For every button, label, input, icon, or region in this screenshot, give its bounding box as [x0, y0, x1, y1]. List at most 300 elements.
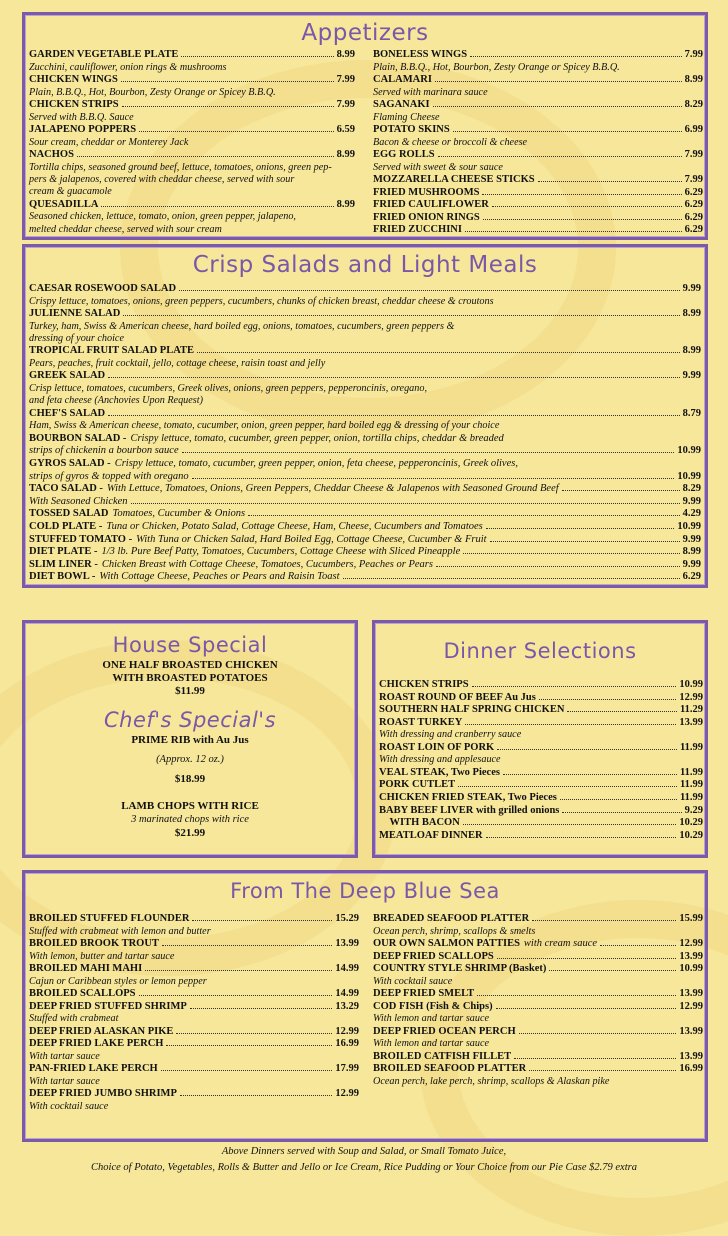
item-price: 17.99 [335, 1063, 359, 1075]
item-name: BROILED MAHI MAHI [29, 963, 143, 974]
item-price: 8.29 [684, 99, 703, 110]
menu-item-row [29, 433, 701, 446]
item-price: 16.99 [679, 1063, 703, 1075]
menu-item-row [29, 49, 355, 62]
item-price: 13.99 [679, 716, 703, 728]
item-price: 8.79 [682, 407, 701, 419]
dot-leader [486, 837, 677, 838]
dot-leader [477, 995, 676, 996]
menu-item-row [29, 508, 701, 521]
item-description: Crispy lettuce, tomatoes, onions, green peppers, cucumbers, chunks of chicken breast, cheddar cheese & croutons [29, 295, 494, 307]
item-name: OUR OWN SALMON PATTIES [373, 938, 520, 949]
item-description: Served with sweet & sour sauce [373, 161, 503, 173]
menu-item-row [379, 779, 703, 792]
menu-item-row [29, 1063, 359, 1076]
item-description: Bacon & cheese or broccoli & cheese [373, 136, 528, 148]
item-name: DEEP FRIED JUMBO SHRIMP [29, 1088, 177, 1100]
item-description: Served with B.B.Q. Sauce [29, 111, 134, 123]
house-special-price: $11.99 [175, 685, 205, 697]
dot-leader [197, 352, 680, 353]
item-price: 13.99 [335, 938, 359, 949]
item-description: Ham, Swiss & American cheese, tomato, cucumber, onion, green pepper, hard boiled egg & dressing of your choice [29, 420, 500, 432]
item-description: With dressing and cranberry sauce [379, 729, 522, 741]
item-name: TROPICAL FRUIT SALAD PLATE [29, 345, 195, 357]
item-description: Plain, B.B.Q., Hot, Bourbon, Zesty Orange or Spicey B.B.Q. [373, 61, 620, 73]
item-name: BONELESS WINGS [373, 49, 468, 60]
dinner-section [372, 620, 708, 858]
item-description: and feta cheese (Anchovies Upon Request) [29, 395, 203, 407]
menu-item-row [373, 149, 703, 162]
menu-item-row [29, 308, 701, 321]
item-description: Turkey, ham, Swiss & American cheese, hard boiled egg, onions, tomatoes, cucumbers, green peppers & [29, 320, 455, 332]
menu-item-row [29, 534, 701, 547]
item-price: 7.99 [684, 174, 703, 185]
item-description: Seasoned chicken, lettuce, tomato, onion, green pepper, jalapeno, [29, 211, 296, 223]
house-special-title: House Special [112, 633, 268, 657]
lamb-chops-note: 3 marinated chops with rice [131, 814, 249, 825]
salads-list [29, 283, 701, 584]
menu-item-row [373, 1026, 703, 1039]
dot-leader [482, 194, 681, 195]
item-price: 14.99 [335, 963, 359, 974]
item-price: 6.99 [684, 124, 703, 135]
item-price: 10.99 [677, 470, 701, 482]
item-name: BROILED STUFFED FLOUNDER [29, 913, 190, 924]
item-price: 10.29 [679, 829, 703, 841]
item-name: DEEP FRIED SMELT [373, 988, 475, 1000]
item-name: TACO SALAD - [29, 483, 103, 495]
item-price: 13.99 [679, 988, 703, 1000]
item-description: Plain, B.B.Q., Hot, Bourbon, Zesty Orange or Spicey B.B.Q. [29, 86, 276, 98]
dot-leader [463, 553, 679, 554]
item-price: 10.99 [679, 963, 703, 975]
dot-leader [486, 528, 675, 529]
item-price: 12.99 [335, 1025, 359, 1037]
appetizers-left-column [29, 49, 355, 236]
item-price: 9.29 [684, 804, 703, 816]
item-description: Sour cream, cheddar or Monterey Jack [29, 136, 189, 148]
menu-item-row [379, 679, 703, 692]
dot-leader [458, 786, 677, 787]
item-inline-desc: With Cottage Cheese, Peaches or Pears and Raisin Toast [99, 571, 340, 583]
item-name: DIET BOWL - [29, 571, 96, 583]
item-price: 10.29 [679, 817, 703, 829]
footer-line-2: Choice of Potato, Vegetables, Rolls & Butter and Jello or Ice Cream, Rice Pudding or Your Choice from our Pie Case $2.79 extra [91, 1162, 637, 1173]
dot-leader [532, 920, 676, 921]
dot-leader [562, 490, 680, 491]
item-price: 15.99 [679, 913, 703, 924]
item-name: COLD PLATE - [29, 520, 103, 532]
item-name: FRIED MUSHROOMS [373, 186, 480, 198]
item-price: 13.99 [679, 1050, 703, 1062]
item-price: 11.99 [679, 741, 703, 753]
item-price: 10.99 [679, 679, 703, 690]
item-name: STUFFED TOMATO - [29, 533, 133, 545]
menu-item-row [373, 951, 703, 964]
dot-leader [192, 920, 332, 921]
chefs-special-title: Chef's Special's [103, 708, 277, 732]
item-price: 10.99 [677, 520, 701, 532]
item-price: 8.99 [684, 74, 703, 85]
dot-leader [529, 1070, 676, 1071]
item-description: With cocktail sauce [29, 1100, 109, 1112]
menu-item-row [29, 99, 355, 112]
item-name: BOURBON SALAD - [29, 432, 127, 444]
appetizers-right-column [373, 49, 703, 237]
lamb-chops-name: LAMB CHOPS WITH RICE [121, 800, 259, 812]
item-description: With lemon and tartar sauce [373, 1038, 490, 1050]
dot-leader [470, 56, 682, 57]
item-description: pers & jalapenos, covered with cheddar cheese, served with sour [29, 174, 295, 185]
item-name: SLIM LINER - [29, 558, 98, 570]
item-price: 11.99 [679, 779, 703, 791]
dot-leader [248, 515, 680, 516]
item-name: BABY BEEF LIVER with grilled onions [379, 804, 560, 816]
house-special-line1: ONE HALF BROASTED CHICKEN [102, 659, 278, 671]
menu-item-row [373, 99, 703, 112]
item-price: 12.99 [679, 1000, 703, 1012]
item-description: Zucchini, cauliflower, onion rings & mushrooms [29, 61, 227, 73]
item-price: 6.59 [336, 124, 355, 135]
item-name: JULIENNE SALAD [29, 308, 121, 319]
seafood-title: From The Deep Blue Sea [230, 879, 500, 903]
item-name: DIET PLATE - [29, 546, 98, 558]
menu-item-row [29, 496, 701, 509]
menu-item-row [29, 345, 701, 358]
item-inline-desc: With Lettuce, Tomatoes, Onions, Green Peppers, Cheddar Cheese & Jalapenos with Seasoned Ground Beef [106, 483, 559, 495]
seafood-left-column [29, 913, 359, 1113]
item-price: 6.29 [684, 199, 703, 211]
item-price: 8.99 [682, 308, 701, 319]
menu-item-row [379, 742, 703, 755]
item-price: 9.99 [682, 370, 701, 382]
dot-leader [465, 724, 676, 725]
item-inline-desc: With Seasoned Chicken [29, 495, 128, 507]
salads-title: Crisp Salads and Light Meals [192, 252, 538, 278]
item-name: SAGANAKI [373, 99, 430, 110]
menu-item-row [379, 792, 703, 805]
item-description: Ocean perch, lake perch, shrimp, scallops & Alaskan pike [373, 1075, 610, 1087]
item-name: FRIED ONION RINGS [373, 211, 480, 223]
menu-item-row [373, 124, 703, 137]
item-price: 16.99 [335, 1038, 359, 1050]
item-name: NACHOS [29, 149, 74, 160]
menu-item-row [373, 49, 703, 62]
menu-item-row [29, 1001, 359, 1014]
item-description: melted cheddar cheese, served with sour cream [29, 223, 222, 235]
menu-item-row [29, 74, 355, 87]
item-description: With lemon, butter and tartar sauce [29, 950, 175, 962]
dot-leader [182, 452, 675, 453]
item-price: 11.99 [679, 791, 703, 803]
dot-leader [176, 1033, 332, 1034]
item-price: 4.29 [682, 508, 701, 520]
menu-item-row [373, 913, 703, 926]
menu-item-row [379, 817, 703, 830]
item-name: GYROS SALAD - [29, 458, 111, 469]
item-description: Ocean perch, shrimp, scallops & smelts [373, 925, 536, 937]
item-name: CALAMARI [373, 74, 432, 85]
dot-leader [560, 799, 677, 800]
dot-leader [192, 478, 675, 479]
item-name: VEAL STEAK, Two Pieces [379, 766, 500, 778]
item-name: ROAST TURKEY [379, 716, 463, 728]
dot-leader [435, 81, 682, 82]
menu-item-row [379, 830, 703, 843]
menu-item-row [29, 471, 701, 484]
item-price: 13.99 [679, 950, 703, 962]
item-name: BROILED CATFISH FILLET [373, 1050, 512, 1062]
item-name: MEATLOAF DINNER [379, 829, 483, 841]
item-description: With cocktail sauce [373, 975, 453, 987]
menu-item-row [379, 805, 703, 818]
menu-item-row [29, 283, 701, 296]
menu-item-row [379, 704, 703, 717]
item-name: DEEP FRIED SCALLOPS [373, 950, 494, 962]
item-name: FRIED CAULIFLOWER [373, 199, 489, 211]
dot-leader [453, 131, 682, 132]
item-price: 15.29 [335, 913, 359, 924]
menu-item-row [373, 1063, 703, 1076]
dot-leader [472, 686, 677, 687]
item-price: 9.99 [682, 283, 701, 294]
dot-leader [166, 1045, 332, 1046]
dot-leader [179, 290, 680, 291]
item-price: 7.99 [684, 49, 703, 60]
item-description: Pears, peaches, fruit cocktail, jello, cottage cheese, raisin toast and jelly [29, 358, 326, 369]
item-price: 7.99 [336, 99, 355, 110]
menu-item-row [29, 124, 355, 137]
item-name: CHICKEN WINGS [29, 74, 118, 85]
dot-leader [181, 56, 333, 57]
item-price: 12.99 [335, 1088, 359, 1100]
item-name: SOUTHERN HALF SPRING CHICKEN [379, 704, 565, 716]
item-name: DEEP FRIED OCEAN PERCH [373, 1025, 516, 1037]
item-price: 7.99 [684, 149, 703, 160]
menu-item-row [29, 963, 359, 976]
item-name: BREADED SEAFOOD PLATTER [373, 913, 530, 924]
item-name: DEEP FRIED ALASKAN PIKE [29, 1025, 174, 1037]
item-name: MOZZARELLA CHEESE STICKS [373, 174, 535, 185]
menu-item-row [379, 767, 703, 780]
dot-leader [162, 945, 332, 946]
item-price: 8.99 [336, 149, 355, 160]
menu-item-row [373, 1051, 703, 1064]
item-name: JALAPENO POPPERS [29, 124, 137, 135]
lamb-chops-price: $21.99 [174, 827, 206, 839]
item-price: 9.99 [682, 533, 701, 545]
menu-item-row [29, 199, 355, 212]
menu-item-row [373, 187, 703, 200]
menu-item-row [29, 938, 359, 951]
item-inline-desc: Crispy lettuce, tomato, cucumber, green pepper, onion, tortilla chips, cheddar & breaded [130, 432, 504, 444]
item-name: CAESAR ROSEWOOD SALAD [29, 283, 177, 294]
item-description: With tartar sauce [29, 1075, 100, 1087]
dot-leader [490, 541, 680, 542]
dot-leader [562, 812, 681, 813]
item-inline-desc: With Tuna or Chicken Salad, Hard Boiled Egg, Cottage Cheese, Cucumber & Fruit [136, 533, 487, 545]
item-name: CHEF'S SALAD [29, 407, 106, 419]
dot-leader [503, 774, 677, 775]
dot-leader [436, 566, 680, 567]
dot-leader [465, 231, 682, 232]
menu-item-row [29, 559, 701, 572]
dot-leader [600, 945, 676, 946]
dot-leader [549, 970, 676, 971]
menu-item-row [373, 212, 703, 225]
footer-line-1: Above Dinners served with Soup and Salad, or Small Tomato Juice, [221, 1146, 507, 1157]
dot-leader [497, 958, 677, 959]
item-name: CHICKEN STRIPS [29, 99, 119, 110]
item-name: BROILED BROOK TROUT [29, 938, 159, 949]
menu-item-row [29, 1038, 359, 1051]
item-price: 12.99 [679, 691, 703, 703]
item-inline-desc: strips of chickenin a bourbon sauce [29, 445, 179, 457]
dot-leader [463, 824, 677, 825]
item-description: cream & guacamole [29, 186, 112, 198]
item-name: WITH BACON [379, 817, 460, 829]
menu-item-row [379, 692, 703, 705]
menu-item-row [29, 458, 701, 471]
item-name: EGG ROLLS [373, 149, 435, 160]
menu-item-row [373, 199, 703, 212]
item-price: 9.99 [682, 495, 701, 507]
menu-item-row [29, 521, 701, 534]
dot-leader [343, 578, 680, 579]
item-description: Cajun or Caribbean styles or lemon pepper [29, 975, 207, 987]
item-price: 13.99 [679, 1025, 703, 1037]
item-price: 9.99 [682, 558, 701, 570]
item-description: With dressing and applesauce [379, 754, 501, 766]
dot-leader [101, 206, 333, 207]
menu-item-row [29, 988, 359, 1001]
menu-item-row [29, 546, 701, 559]
dot-leader [519, 1033, 677, 1034]
item-price: 8.29 [682, 483, 701, 495]
dot-leader [433, 106, 682, 107]
menu-item-row [29, 571, 701, 584]
menu-item-row [29, 1088, 359, 1101]
item-description: Crisp lettuce, tomatoes, cucumbers, Greek olives, onions, green peppers, pepperoncinis, oregano, [29, 383, 427, 394]
menu-item-row [373, 1001, 703, 1014]
item-name: GARDEN VEGETABLE PLATE [29, 49, 179, 60]
appetizers-section [22, 12, 708, 240]
item-description: Flaming Cheese [373, 111, 440, 123]
item-description: Stuffed with crabmeat [29, 1013, 119, 1025]
item-inline-desc: Tuna or Chicken, Potato Salad, Cottage Cheese, Ham, Cheese, Cucumbers and Tomatoes [106, 520, 483, 532]
dinner-list [379, 679, 703, 842]
item-name: PAN-FRIED LAKE PERCH [29, 1063, 158, 1075]
item-name: POTATO SKINS [373, 124, 450, 135]
item-name: ROAST ROUND OF BEEF Au Jus [379, 691, 536, 703]
item-price: 13.29 [335, 1000, 359, 1012]
menu-item-row [29, 408, 701, 421]
menu-item-row [29, 483, 701, 496]
item-price: 6.29 [682, 571, 701, 583]
item-price: 6.29 [684, 224, 703, 236]
dot-leader [538, 181, 682, 182]
dot-leader [190, 1008, 333, 1009]
menu-item-row [29, 1026, 359, 1039]
item-name: DEEP FRIED LAKE PERCH [29, 1038, 164, 1050]
house-special-line2: WITH BROASTED POTATOES [112, 672, 268, 684]
item-price: 14.99 [335, 988, 359, 999]
item-name: DEEP FRIED STUFFED SHRIMP [29, 1000, 187, 1012]
dot-leader [180, 1095, 332, 1096]
item-inline-desc: Chicken Breast with Cottage Cheese, Tomatoes, Cucumbers, Peaches or Pears [101, 558, 433, 570]
dot-leader [77, 156, 334, 157]
menu-item-row [373, 938, 703, 951]
item-price: 6.29 [684, 186, 703, 198]
item-description: Served with marinara sauce [373, 86, 488, 98]
item-description: Stuffed with crabmeat with lemon and butter [29, 925, 211, 937]
dot-leader [122, 106, 334, 107]
prime-rib-name: PRIME RIB with Au Jus [131, 734, 249, 746]
menu-item-row [373, 74, 703, 87]
prime-rib-price: $18.99 [174, 773, 206, 785]
appetizers-title: Appetizers [301, 20, 429, 46]
dot-leader [145, 970, 332, 971]
item-name: ROAST LOIN OF PORK [379, 741, 495, 753]
item-inline-desc: with cream sauce [523, 938, 598, 949]
item-inline-desc: 1/3 lb. Pure Beef Patty, Tomatoes, Cucumbers, Cottage Cheese with Sliced Pineapple [101, 546, 461, 558]
item-name: QUESADILLA [29, 198, 99, 210]
item-description: Tortilla chips, seasoned ground beef, lettuce, tomatoes, onions, green pep- [29, 161, 332, 173]
item-inline-desc: Tomatoes, Cucumber & Onions [112, 508, 246, 520]
dot-leader [108, 377, 679, 378]
dot-leader [108, 415, 679, 416]
menu-item-row [373, 963, 703, 976]
item-name: COUNTRY STYLE SHRIMP (Basket) [373, 963, 547, 975]
item-price: 8.99 [336, 198, 355, 210]
menu-item-row [373, 988, 703, 1001]
item-description: With tartar sauce [29, 1050, 100, 1062]
item-price: 11.99 [679, 766, 703, 778]
salads-section [22, 244, 708, 588]
item-price: 8.99 [682, 345, 701, 357]
item-price: 8.99 [682, 546, 701, 558]
item-price: 12.99 [679, 938, 703, 949]
dot-leader [121, 81, 334, 82]
dinner-title: Dinner Selections [443, 639, 637, 663]
menu-item-row [29, 149, 355, 162]
item-price: 7.99 [336, 74, 355, 85]
menu-item-row [29, 370, 701, 383]
dot-leader [139, 995, 333, 996]
item-inline-desc: Crispy lettuce, tomato, cucumber, green pepper, onion, feta cheese, pepperoncinis, Greek olives, [114, 458, 518, 469]
item-price: 10.99 [677, 445, 701, 457]
dot-leader [139, 131, 334, 132]
seafood-section [22, 870, 708, 1142]
dot-leader [123, 315, 679, 316]
dot-leader [131, 503, 680, 504]
specials-section [22, 620, 358, 858]
item-price: 6.29 [684, 211, 703, 223]
dot-leader [514, 1058, 676, 1059]
item-name: COD FISH (Fish & Chips) [373, 1000, 493, 1012]
seafood-right-column [373, 913, 703, 1088]
item-name: PORK CUTLET [379, 779, 456, 791]
menu-item-row [373, 174, 703, 187]
menu-item-row [29, 445, 701, 458]
dot-leader [492, 206, 682, 207]
menu-item-row [379, 717, 703, 730]
item-name: BROILED SEAFOOD PLATTER [373, 1063, 527, 1075]
item-name: CHICKEN STRIPS [379, 679, 469, 690]
dot-leader [497, 749, 677, 750]
item-description: dressing of your choice [29, 333, 124, 344]
dot-leader [483, 219, 682, 220]
